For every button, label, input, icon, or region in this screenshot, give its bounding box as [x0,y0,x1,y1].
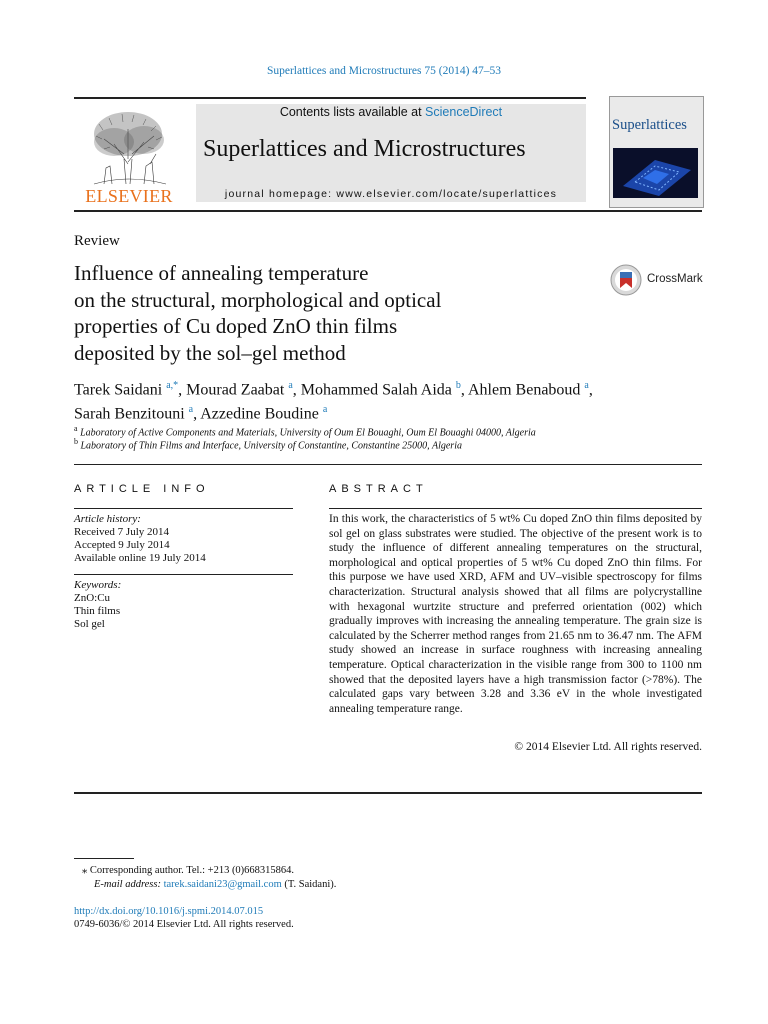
keywords-label: Keywords: [74,579,122,591]
author-affiliation-marker[interactable]: a [322,404,328,416]
footnote-rule [74,858,134,859]
journal-reference[interactable]: Superlattices and Microstructures 75 (2014) 47–53 [266,65,502,77]
affiliation-marker: b [74,437,78,446]
email-link[interactable]: tarek.saidani23@gmail.com [163,879,282,890]
keywords [74,579,121,631]
cover-title: Superlattices [612,117,687,133]
article-info-heading: ARTICLE INFO [74,483,210,495]
history-item: Available online 19 July 2014 [74,552,206,564]
contents-line [196,105,586,119]
cover-image [613,148,698,198]
author-line-1 [74,376,704,400]
abstract-rule [329,508,702,509]
header-rule [74,97,586,99]
author-separator: , [588,381,593,399]
abstract-heading: ABSTRACT [329,483,428,495]
author-separator: , [460,381,468,399]
author-name: Mourad Zaabat [186,381,285,399]
sciencedirect-link[interactable]: ScienceDirect [425,105,503,119]
email-line [94,878,336,891]
author-affiliation-marker[interactable]: b [455,380,461,391]
title-line: Influence of annealing temperature [74,261,369,285]
affiliation-text: Laboratory of Thin Films and Interface, University of Constantine, Constantine 25000, Algeria [80,440,462,452]
journal-homepage[interactable]: journal homepage: www.elsevier.com/locate/superlattices [224,188,558,200]
keywords-rule [74,574,293,575]
title-line: deposited by the sol–gel method [74,340,346,365]
article-history-label: Article history: [74,513,141,525]
author-affiliation-marker[interactable]: a,* [166,380,179,391]
elsevier-logo-text: ELSEVIER [85,186,173,206]
author-affiliation-marker[interactable]: a [288,380,293,391]
keyword: Thin films [74,605,121,617]
issn-line: 0749-6036/© 2014 Elsevier Ltd. All rights reserved. [74,919,294,930]
contents-prefix: Contents lists available at [279,105,426,119]
email-suffix: (T. Saidani). [281,879,337,890]
article-type: Review [74,233,120,249]
abstract-copyright: © 2014 Elsevier Ltd. All rights reserved. [514,741,702,753]
article-history [74,513,206,565]
email-label: E-mail address: [94,879,164,890]
author-affiliation-marker[interactable]: a [188,404,194,416]
author-name: Ahlem Benaboud [468,381,581,399]
journal-title: Superlattices and Microstructures [203,136,526,162]
section-divider [74,464,702,465]
author-name: Tarek Saidani [74,381,163,399]
author-separator: , [292,381,301,399]
affiliation-marker: a [74,424,78,433]
author-affiliation-marker[interactable]: a [584,380,589,391]
doi-link[interactable]: http://dx.doi.org/10.1016/j.spmi.2014.07.015 [74,906,264,917]
affiliation [74,437,462,451]
affiliation-text: Laboratory of Active Components and Materials, University of Oum El Bouaghi, Oum El Bouaghi 04000, Algeria [80,427,536,439]
masthead-bottom-rule [74,210,702,212]
article-info-rule [74,508,293,509]
corresponding-author: ⁎ Corresponding author. Tel.: +213 (0)668315864. [82,865,295,876]
author-line-2 [74,400,704,424]
author-name: Mohammed Salah Aida [300,381,452,399]
title-line: on the structural, morphological and optical [74,287,442,312]
abstract-text: In this work, the characteristics of 5 wt% Cu doped ZnO thin films deposited by sol gel on glass substrates were studied. The objective of the present work is to study the influence of different annealing temperatures on the structural, morphological and optical properties of 5 wt% Cu doped ZnO thin films. For this purpose we have used XRD, AFM and UV–visible spectroscopy for films characterization. Structural analysis showed that all films are polycrystalline with hexagonal wurtzite structure and preferred orientation (002) which gradually improves with increasing the annealing temperature. The grain size is calculated by the Scherrer method ranges from 21.65 nm to 36.47 nm. The AFM study showed an increase in surface roughness with increasing annealing temperature. Optical characterization in the visible range from 300 to 1100 nm showed that the deposited layers have a high transmission factor (>78%). The calculated gaps vary between 3.28 and 3.36 eV in the whole investigated annealing temperature range. [329,513,702,715]
keyword: Sol gel [74,618,105,630]
keyword: ZnO:Cu [74,592,111,604]
crossmark-label[interactable]: CrossMark [647,273,703,285]
history-item: Received 7 July 2014 [74,526,170,538]
article-title [74,260,554,366]
author-separator: , [193,405,201,423]
author-list [74,376,704,425]
abstract-end-rule [74,792,702,794]
history-item: Accepted 9 July 2014 [74,539,170,551]
author-separator: , [178,381,187,399]
title-line: properties of Cu doped ZnO thin films [74,314,398,338]
author-name: Azzedine Boudine [200,405,319,423]
author-name: Sarah Benzitouni [74,405,185,423]
